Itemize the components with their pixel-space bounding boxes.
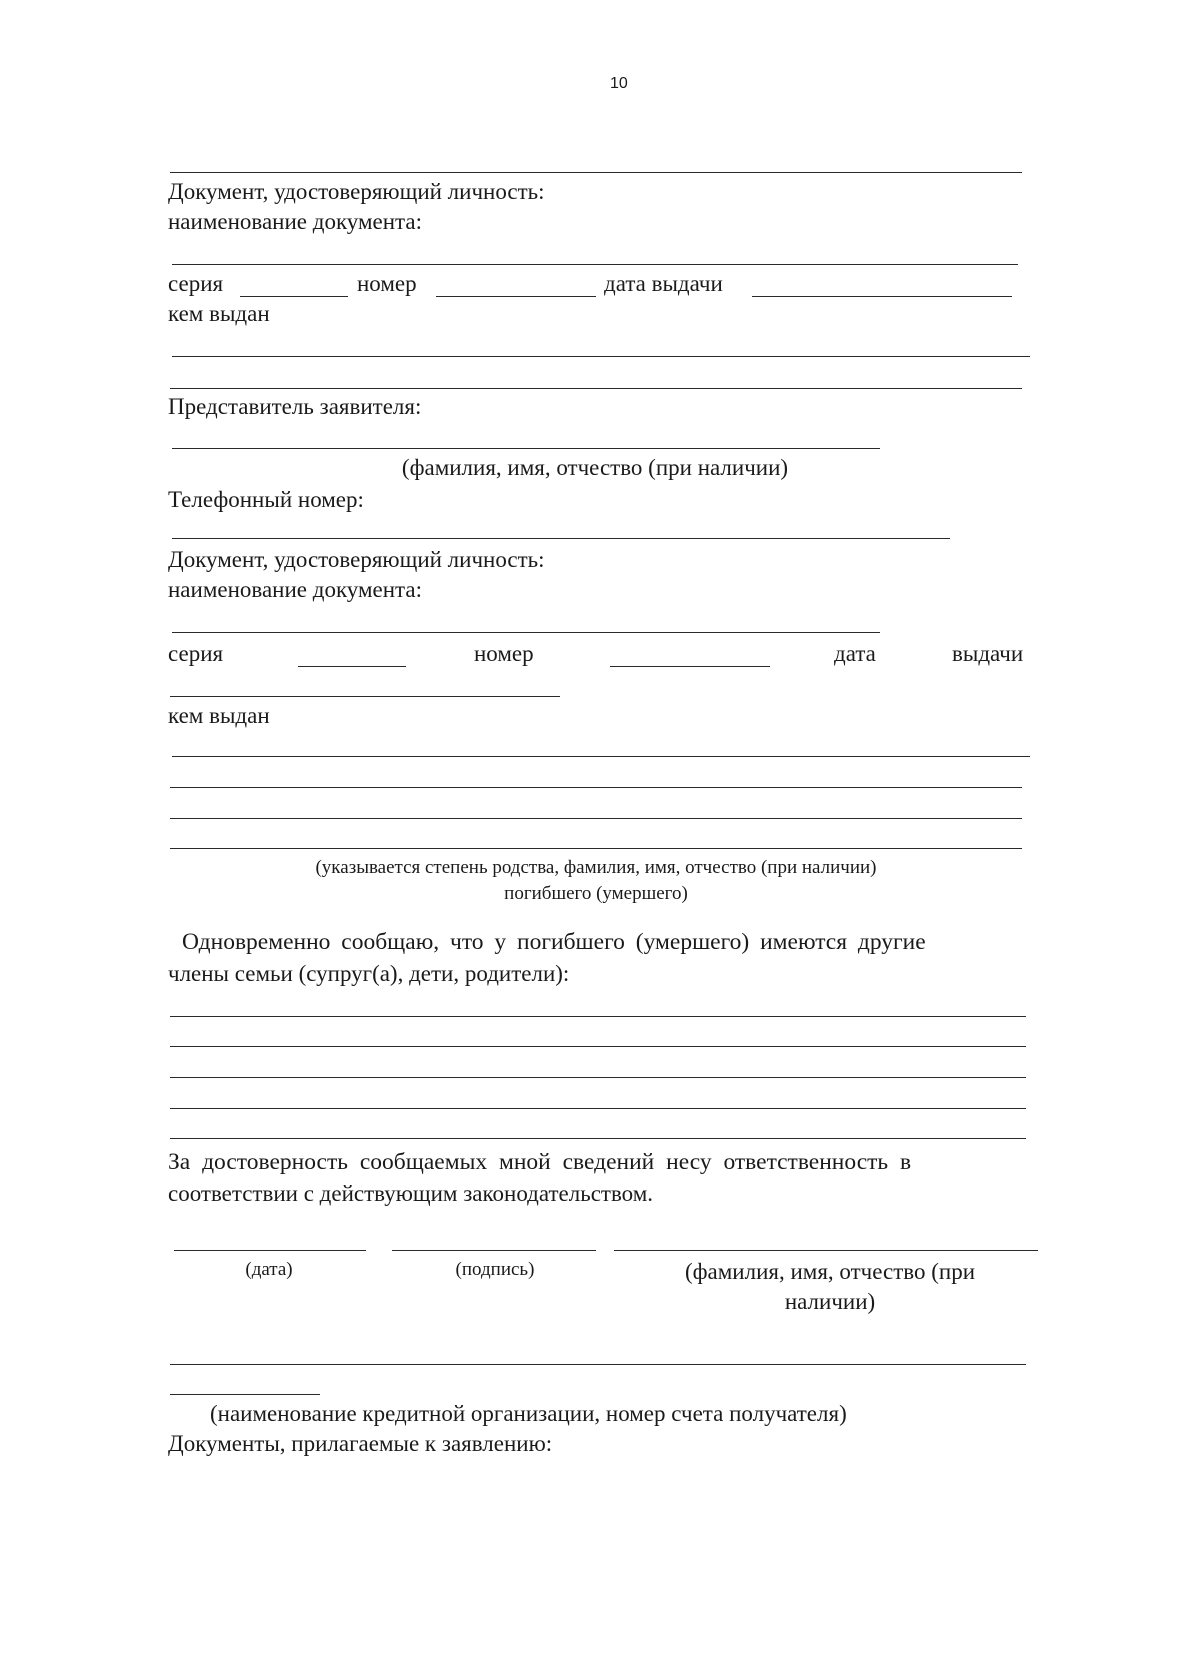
- family-field[interactable]: [170, 1108, 1026, 1109]
- family-text-line1: Одновременно сообщаю, что у погибшего (умершего) имеются другие: [182, 929, 926, 955]
- fill-line[interactable]: [170, 172, 1022, 173]
- series-label: серия: [168, 271, 224, 296]
- rep-series-label: серия: [168, 641, 224, 666]
- family-text-line2: члены семьи (супруг(а), дети, родители):: [168, 961, 570, 986]
- issued-by-field[interactable]: [170, 388, 1022, 389]
- signature-field[interactable]: [392, 1250, 596, 1251]
- doc-name-label: наименование документа:: [168, 209, 422, 234]
- series-field[interactable]: [240, 296, 348, 297]
- kinship-caption-line1: (указывается степень родства, фамилия, имя, отчество (при наличии): [315, 857, 877, 878]
- bank-field[interactable]: [170, 1394, 320, 1395]
- representative-fio-field[interactable]: [172, 448, 880, 449]
- rep-date-word: дата: [834, 641, 876, 666]
- rep-number-field[interactable]: [610, 666, 770, 667]
- fio-caption-line1: (фамилия, имя, отчество (при: [684, 1259, 976, 1284]
- kinship-caption-line2: погибшего (умершего): [504, 883, 688, 904]
- family-field[interactable]: [170, 1138, 1026, 1139]
- fio-caption-line2: наличии): [784, 1289, 876, 1314]
- responsibility-text-line2: соответствии с действующим законодательством.: [168, 1181, 654, 1206]
- phone-field[interactable]: [172, 538, 950, 539]
- date-field[interactable]: [174, 1250, 366, 1251]
- fio-field[interactable]: [614, 1250, 1038, 1251]
- rep-issued-by-field[interactable]: [170, 818, 1022, 819]
- rep-issue-word: выдачи: [952, 641, 1024, 666]
- fio-caption: (фамилия, имя, отчество (при наличии): [401, 455, 789, 480]
- number-field[interactable]: [436, 296, 596, 297]
- rep-number-label: номер: [474, 641, 534, 666]
- date-caption: (дата): [245, 1259, 293, 1280]
- doc-name-field[interactable]: [172, 264, 1018, 265]
- family-field[interactable]: [170, 1077, 1026, 1078]
- kinship-field[interactable]: [170, 848, 1022, 849]
- rep-issued-by-field[interactable]: [172, 756, 1030, 757]
- family-field[interactable]: [170, 1046, 1026, 1047]
- family-field[interactable]: [170, 1016, 1026, 1017]
- rep-doc-name-label: наименование документа:: [168, 577, 422, 602]
- page-number: 10: [610, 75, 628, 92]
- rep-series-field[interactable]: [298, 666, 406, 667]
- rep-doc-name-field[interactable]: [172, 632, 880, 633]
- rep-issue-date-field[interactable]: [170, 696, 560, 697]
- bank-field[interactable]: [170, 1364, 1026, 1365]
- phone-label: Телефонный номер:: [168, 487, 364, 512]
- number-label: номер: [357, 271, 417, 296]
- bank-caption: (наименование кредитной организации, номер счета получателя): [210, 1401, 847, 1426]
- representative-heading: Представитель заявителя:: [168, 394, 422, 419]
- doc-heading: Документ, удостоверяющий личность:: [168, 179, 545, 204]
- issue-date-field[interactable]: [752, 296, 1012, 297]
- issued-by-label: кем выдан: [168, 301, 270, 326]
- attachments-label: Документы, прилагаемые к заявлению:: [168, 1431, 553, 1456]
- responsibility-text-line1: За достоверность сообщаемых мной сведений несу ответственность в: [168, 1149, 912, 1175]
- issued-by-field[interactable]: [172, 356, 1030, 357]
- signature-caption: (подпись): [455, 1259, 535, 1280]
- rep-issued-by-field[interactable]: [170, 787, 1022, 788]
- rep-doc-heading: Документ, удостоверяющий личность:: [168, 547, 545, 572]
- issue-date-label: дата выдачи: [604, 271, 723, 296]
- rep-issued-by-label: кем выдан: [168, 703, 270, 728]
